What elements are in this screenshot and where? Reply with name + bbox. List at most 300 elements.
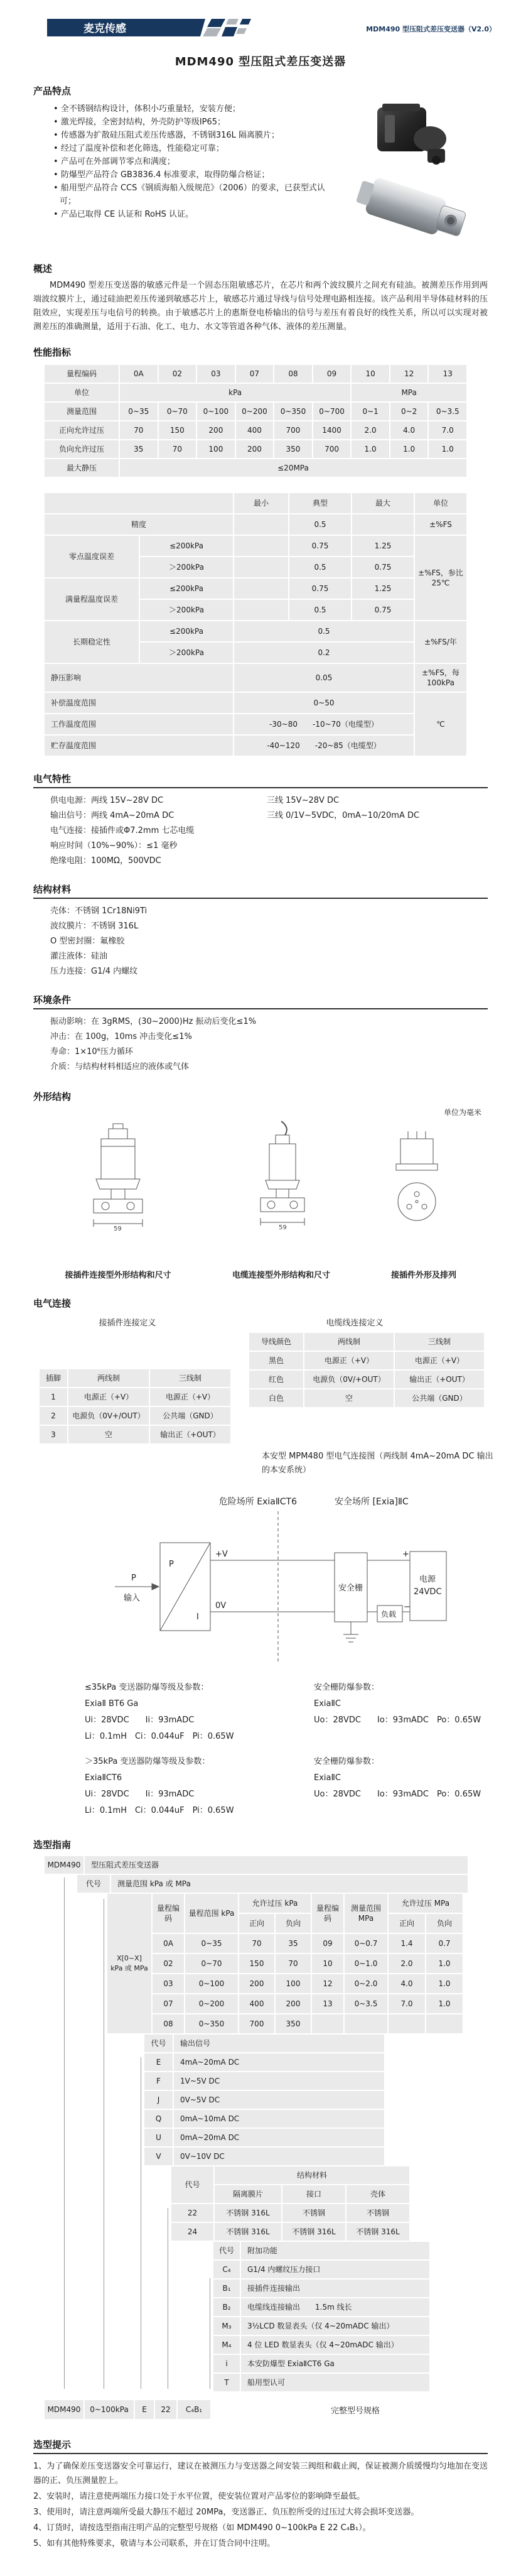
electrical-left: 绝缘电阻：100MΩ，500VDC xyxy=(50,856,161,866)
divider xyxy=(33,898,488,899)
cell: 07 xyxy=(153,1994,184,2013)
example-note: 完整型号规格 xyxy=(331,2406,380,2416)
header-cell: 输出信号 xyxy=(174,2035,384,2052)
output-code: Q xyxy=(144,2110,173,2128)
output-code: J xyxy=(144,2091,173,2109)
accuracy-label: 精度 xyxy=(45,514,233,535)
cond: ＞200kPa xyxy=(140,643,233,663)
zero-error-label: 零点温度误差 xyxy=(45,536,139,577)
page-title: MDM490 型压阻式差压变送器 xyxy=(175,55,346,68)
blank-cell xyxy=(234,514,288,535)
blank-cell xyxy=(234,600,288,620)
range-cell: 0~35 xyxy=(120,403,158,420)
row-label: 正向允许过压 xyxy=(45,421,119,439)
brand-logo xyxy=(47,19,264,36)
cell: 2.0 xyxy=(389,1954,425,1973)
tips-list xyxy=(33,2459,488,2551)
material-port: 不锈钢 316L xyxy=(282,2223,345,2241)
doc-reference: MDM490 型压阻式差压变送器（V2.0） xyxy=(366,25,496,33)
header-cell: 接口 xyxy=(282,2185,345,2203)
header-cell: 测量范围 MPa xyxy=(345,1894,387,1933)
max-static-row xyxy=(45,459,466,477)
range-selection-grid xyxy=(153,1894,463,2033)
ex-parameter-blocks xyxy=(33,1680,488,1819)
cell: 公共端（GND） xyxy=(150,1407,230,1425)
range-code-row xyxy=(45,365,466,383)
electrical-right: 三线 15V~28V DC xyxy=(267,796,340,805)
header-cell: 导线颜色 xyxy=(249,1333,303,1350)
safety-barrier-diagram xyxy=(71,1511,473,1668)
svg-text:59: 59 xyxy=(279,1224,287,1231)
header-cell: 三线制 xyxy=(150,1369,230,1387)
work-temp-label: 工作温度范围 xyxy=(45,714,233,734)
header-cell: 隔离膜片 xyxy=(215,2185,281,2203)
range-code-cell: 03 xyxy=(197,365,235,383)
section-heading-materials: 结构材料 xyxy=(33,884,72,895)
addon-desc: 船用型认可 xyxy=(241,2374,429,2391)
electrical-line xyxy=(33,839,488,854)
model-desc: 型压阻式差压变送器 xyxy=(85,1856,468,1874)
environment-line: 介质：与结构材料相适应的液体或气体 xyxy=(50,1062,190,1072)
tip-item: 3、使用时，请注意两端所受最大静压不超过 20MPa，变送器正、负压腔所受的过压过大将会损坏变送器。 xyxy=(33,2508,419,2517)
ex-line: ExiaⅡC xyxy=(314,1699,341,1709)
feature-item: • 全不锈钢结构设计，体积小巧重量轻，安装方便； xyxy=(33,102,328,116)
pos-cell: 400 xyxy=(236,421,274,439)
spec-blank-header xyxy=(45,493,233,513)
temp-range-unit: ℃ xyxy=(415,693,466,756)
section-heading-overview: 概述 xyxy=(33,263,53,274)
row-label: 测量范围 xyxy=(45,403,119,420)
material-diaphragm: 不锈钢 316L xyxy=(215,2223,281,2241)
cond: ≤200kPa xyxy=(140,621,233,641)
range-code-cell: 0A xyxy=(120,365,158,383)
cell: 0.7 xyxy=(426,1934,463,1953)
cell: 10 xyxy=(312,1954,343,1973)
electrical-left: 电气连接：接插件或Φ7.2mm 七芯电缆 xyxy=(50,826,195,835)
svg-text:电源: 电源 xyxy=(419,1575,436,1584)
header-cell: 允许过压 MPa xyxy=(389,1894,463,1913)
code-desc: 测量范围 kPa 或 MPa xyxy=(111,1875,468,1893)
electrical-line xyxy=(33,823,488,839)
stability-unit: ±%FS/年 xyxy=(415,621,466,663)
electrical-line xyxy=(33,793,488,808)
ex-line: ExiaⅡC xyxy=(314,1773,341,1783)
range-span-row xyxy=(45,403,466,420)
product-photo-steel-type xyxy=(347,177,473,252)
output-signal-table xyxy=(144,2035,484,2165)
section-heading-environment: 环境条件 xyxy=(33,994,72,1006)
comp-temp-label: 补偿温度范围 xyxy=(45,693,233,713)
addon-code: T xyxy=(213,2374,240,2391)
code-row xyxy=(77,1875,484,1893)
caption-plug-type: 接插件连接型外形结构和尺寸 xyxy=(65,1271,171,1280)
svg-text:I: I xyxy=(196,1612,199,1622)
range-cell: 0~350 xyxy=(274,403,312,420)
material-diaphragm: 不锈钢 316L xyxy=(215,2204,281,2222)
ex-right-title: 安全栅防爆参数： xyxy=(314,1757,380,1766)
section-heading-selection: 选型指南 xyxy=(33,1839,72,1850)
spec-table xyxy=(45,493,466,756)
material-port: 不锈钢 xyxy=(282,2204,345,2222)
col-typ: 典型 xyxy=(289,493,351,513)
material-housing: 不锈钢 xyxy=(346,2204,409,2222)
output-desc: 0mA~20mA DC xyxy=(174,2129,384,2146)
temp-error-unit: ±%FS，参比 25℃ xyxy=(415,536,466,620)
tip-item: 4、订货时，请按选型指南注明产品的完整型号规格（如 MDM490 0~100kPa E 22 C₄B₁）。 xyxy=(33,2523,371,2533)
cell: 7.0 xyxy=(389,1994,425,2013)
model-code: MDM490 xyxy=(45,1856,83,1874)
neg-cell: 700 xyxy=(313,440,351,458)
pos-cell: 4.0 xyxy=(390,421,428,439)
tip-item: 2、安装时，请注意使两端压力接口处于水平位置，使安装位置对产品零位的影响降至最低。 xyxy=(33,2492,365,2501)
neg-overpressure-row xyxy=(45,440,466,458)
value: 1.25 xyxy=(352,536,414,556)
ex-line: Uo：28VDC Io：93mADC Po：0.65W xyxy=(314,1715,481,1725)
blank-cell xyxy=(234,536,288,556)
header-cell: 量程编码 xyxy=(312,1894,343,1933)
plug-connection-table xyxy=(40,1369,232,1443)
cell: 02 xyxy=(153,1954,184,1973)
section-heading-electrical: 电气特性 xyxy=(33,773,72,785)
material-line: 压力连接：G1/4 内螺纹 xyxy=(50,967,138,976)
svg-text:P: P xyxy=(131,1573,136,1583)
cell: 0~35 xyxy=(185,1934,238,1953)
cell: 350 xyxy=(276,2014,311,2033)
cell: 电源正（+V） xyxy=(150,1388,230,1406)
range-code-cell: 09 xyxy=(313,365,351,383)
cell: 0~350 xyxy=(185,2014,238,2033)
cell: 0~1.0 xyxy=(345,1954,387,1973)
ex-line: Li：0.1mH Ci：0.044uF Pi：0.65W xyxy=(85,1806,234,1815)
header-cell: 代号 xyxy=(171,2166,213,2203)
cell: 0~70 xyxy=(185,1954,238,1973)
ex-line: Uo：28VDC Io：93mADC Po：0.65W xyxy=(314,1790,481,1799)
logo-flag-icon xyxy=(47,19,264,36)
stability-label: 长期稳定性 xyxy=(45,621,139,663)
environment-line: 寿命：1×10⁶压力循环 xyxy=(50,1047,133,1057)
addon-desc: 本安防爆型 ExiaⅡCT6 Ga xyxy=(241,2355,429,2372)
header-cell: 结构材料 xyxy=(215,2166,409,2184)
header-cell: 两线制 xyxy=(304,1333,394,1350)
cell: 35 xyxy=(276,1934,311,1953)
electrical-left: 供电电源：两线 15V~28V DC xyxy=(50,796,164,805)
electrical-left: 输出信号：两线 4mA~20mA DC xyxy=(50,811,175,820)
header-cell: 量程编码 xyxy=(153,1894,184,1933)
material-line: O 型密封圈：氟橡胶 xyxy=(50,937,125,946)
selection-table xyxy=(45,1856,484,2419)
cell: 0~200 xyxy=(185,1994,238,2013)
unit-note: 单位为毫米 xyxy=(443,1108,481,1117)
divider xyxy=(33,787,488,788)
cell: 0~3.5 xyxy=(345,1994,387,2013)
output-desc: 0V~10V DC xyxy=(174,2148,384,2165)
range-side-cell xyxy=(107,1894,151,2033)
section-heading-outline: 外形结构 xyxy=(33,1091,72,1102)
pos-cell: 1400 xyxy=(313,421,351,439)
cell: 空 xyxy=(68,1426,149,1443)
cell: 1.0 xyxy=(426,1994,463,2013)
overview-text: MDM490 型差压变送器的敏感元件是一个固态压阻敏感芯片，在芯片和两个波纹膜片之间充有硅油。被测差压作用到两端波纹膜片上，通过硅油把差压传递到敏感芯片上，敏感芯片通过导线与信号处理电路相连接。该产品利用半导体硅材料的压阻效应，实现差压与电信号的转换。由于敏感芯片上的惠斯登电桥输出的信号与差压有着良好的线性关系，所以可以实现对被测差压的准确测量，适用于石油、化工、电力、水文等管道各种气体、液体的差压测量。 xyxy=(33,281,488,332)
col-unit: 单位 xyxy=(415,493,466,513)
drawing-captions xyxy=(33,1268,488,1280)
range-code-cell: 10 xyxy=(352,365,389,383)
header-cell: 三线制 xyxy=(395,1333,484,1350)
cable-connection-table xyxy=(249,1333,485,1407)
span-error-label: 满量程温度误差 xyxy=(45,579,139,620)
addon-code: M₃ xyxy=(213,2317,240,2335)
cell: 2 xyxy=(40,1407,67,1425)
value: 0.5 xyxy=(289,600,351,620)
cond: ＞200kPa xyxy=(140,557,233,577)
feature-item: • 防爆型产品符合 GB3836.4 标准要求，取得防爆合格证； xyxy=(33,168,328,182)
ex-right-title: 安全栅防爆参数： xyxy=(314,1683,380,1692)
ex-left-column xyxy=(33,1680,314,1745)
output-desc: 0mA~10mA DC xyxy=(174,2110,384,2128)
cell: 红色 xyxy=(249,1371,303,1388)
row-label: 量程编码 xyxy=(45,365,119,383)
range-code-cell: 12 xyxy=(390,365,428,383)
svg-text:负载: 负载 xyxy=(381,1610,397,1619)
neg-cell: 350 xyxy=(274,440,312,458)
cell: 200 xyxy=(239,1974,274,1993)
addon-desc: 电缆线连接输出 1.5m 线长 xyxy=(241,2298,429,2316)
section-heading-features: 产品特点 xyxy=(33,85,72,97)
ex-line: Li：0.1mH Ci：0.044uF Pi：0.65W xyxy=(85,1732,234,1741)
header-cell: 壳体 xyxy=(346,2185,409,2203)
cell: 0A xyxy=(153,1934,184,1953)
addon-code: B₁ xyxy=(213,2280,240,2297)
header-cell: 量程范围 kPa xyxy=(185,1894,238,1933)
header-bar xyxy=(47,19,496,36)
example-addon: C₄B₁ xyxy=(178,2400,210,2419)
neg-cell: 1.0 xyxy=(390,440,428,458)
addon-code: C₄ xyxy=(213,2261,240,2278)
header-cell: 插脚 xyxy=(40,1369,67,1387)
value: 0.2 xyxy=(234,643,414,663)
header-cell: 两线制 xyxy=(68,1369,149,1387)
blank-cell xyxy=(234,557,288,577)
material-code: 24 xyxy=(171,2223,213,2241)
cell: 空 xyxy=(304,1389,394,1407)
product-photo-plug-type xyxy=(353,102,466,170)
ex-block xyxy=(33,1754,488,1819)
feature-item: • 产品已取得 CE 认证和 RoHS 认证。 xyxy=(33,208,328,221)
static-effect-label: 静压影响 xyxy=(45,664,233,692)
ex-left-title: ＞35kPa 变送器防爆等级及参数： xyxy=(85,1757,210,1766)
pos-cell: 700 xyxy=(274,421,312,439)
pos-cell: 2.0 xyxy=(352,421,389,439)
cell: 输出正（+OUT） xyxy=(150,1426,230,1443)
cell: 电源正（+V） xyxy=(304,1352,394,1369)
range-code-cell: 08 xyxy=(274,365,312,383)
electrical-line xyxy=(33,808,488,823)
value: 0.5 xyxy=(234,621,414,641)
model-row xyxy=(45,1856,484,1874)
feature-item: • 激光焊接，全密封结构，外壳防护等级IP65； xyxy=(33,116,328,129)
pos-overpressure-row xyxy=(45,421,466,439)
ex-line: ExiaⅡ BT6 Ga xyxy=(85,1699,139,1709)
electrical-left: 响应时间（10%~90%）：≤1 毫秒 xyxy=(50,841,178,851)
example-material: 22 xyxy=(155,2400,176,2419)
cell: 0~0.7 xyxy=(345,1934,387,1953)
section-heading-tips: 选型提示 xyxy=(33,2439,72,2450)
pos-cell: 7.0 xyxy=(429,421,466,439)
material-line: 波纹膜片：不锈钢 316L xyxy=(50,921,139,931)
cell: 0~2.0 xyxy=(345,1974,387,1993)
cell: 黑色 xyxy=(249,1352,303,1369)
svg-text:−: − xyxy=(404,1602,411,1612)
header-cell: 代号 xyxy=(213,2242,240,2259)
divider xyxy=(33,1008,488,1009)
feature-item: • 经过了温度补偿和老化筛选，性能稳定可靠； xyxy=(33,142,328,155)
addon-desc: 3½LCD 数显表头（仅 4~20mADC 输出） xyxy=(241,2317,429,2335)
range-side-line1: X[0~X] xyxy=(117,1954,142,1962)
addon-code: i xyxy=(213,2355,240,2372)
electrical-line xyxy=(33,854,488,869)
connector-line xyxy=(64,1878,65,2389)
output-code: U xyxy=(144,2129,173,2146)
header-cell: 正向 xyxy=(389,1914,425,1933)
material-selection-table xyxy=(171,2166,484,2241)
output-code: E xyxy=(144,2053,173,2071)
pos-cell: 70 xyxy=(120,421,158,439)
unit-kpa: kPa xyxy=(120,384,350,401)
cell: 700 xyxy=(239,2014,274,2033)
overview-paragraph xyxy=(33,279,488,334)
ex-left-title: ≤35kPa 变送器防爆等级及参数： xyxy=(85,1683,209,1692)
blank-cell xyxy=(352,514,414,535)
max-static-value: ≤20MPa xyxy=(120,459,466,477)
header-cell: 负向 xyxy=(276,1914,311,1933)
environment-line: 振动影响：在 3gRMS，(30~2000)Hz 振动后变化≤1% xyxy=(50,1017,257,1026)
datasheet-page xyxy=(0,19,521,2576)
material-line: 灌注液体：硅油 xyxy=(50,952,108,961)
range-cell: 0~70 xyxy=(159,403,196,420)
intrinsic-safety-note: 本安型 MPM480 型电气连接图（两线制 4mA~20mA DC 输出的本安系统） xyxy=(262,1452,493,1475)
code-label: 代号 xyxy=(77,1875,110,1893)
range-cell: 0~700 xyxy=(313,403,351,420)
range-cell: 0~1 xyxy=(352,403,389,420)
example-row xyxy=(45,2400,484,2419)
row-label: 单位 xyxy=(45,384,119,401)
pos-cell: 150 xyxy=(159,421,196,439)
electrical-lines xyxy=(33,793,488,869)
row-label: 最大静压 xyxy=(45,459,119,477)
col-max: 最大 xyxy=(352,493,414,513)
svg-text:+: + xyxy=(402,1550,409,1559)
outline-drawings xyxy=(33,1120,488,1267)
outline-drawing-set xyxy=(33,1120,488,1264)
cell: 电源正（+V） xyxy=(68,1388,149,1406)
section-heading-performance: 性能指标 xyxy=(33,347,72,358)
unit-mpa: MPa xyxy=(352,384,466,401)
cell: 电源负（0V/+OUT） xyxy=(304,1371,394,1388)
cell: 70 xyxy=(239,1934,274,1953)
feature-item: • 产品可在外部调节零点和满度； xyxy=(33,155,328,168)
cell: 公共端（GND） xyxy=(395,1389,484,1407)
cell: 12 xyxy=(312,1974,343,1993)
ex-line: Ui：28VDC Ii：93mADC xyxy=(85,1715,195,1725)
value: 0.75 xyxy=(289,536,351,556)
cell: 1.0 xyxy=(426,1974,463,1993)
cell: 09 xyxy=(312,1934,343,1953)
svg-text:P: P xyxy=(169,1560,174,1569)
neg-cell: 100 xyxy=(197,440,235,458)
material-line: 壳体：不锈钢 1Cr18Ni9Ti xyxy=(50,906,148,916)
ex-right-column xyxy=(314,1754,488,1819)
value: 0.75 xyxy=(352,557,414,577)
range-code-cell: 13 xyxy=(429,365,466,383)
header-cell: 负向 xyxy=(426,1914,463,1933)
section-heading-connection: 电气连接 xyxy=(33,1298,72,1309)
range-cell: 0~3.5 xyxy=(429,403,466,420)
neg-cell: 70 xyxy=(159,440,196,458)
cell: 70 xyxy=(276,1954,311,1973)
cell: 白色 xyxy=(249,1389,303,1407)
output-code: F xyxy=(144,2072,173,2090)
caption-cable-type: 电缆连接型外形结构和尺寸 xyxy=(232,1271,330,1280)
cond: ≤200kPa xyxy=(140,536,233,556)
feature-item: • 船用型产品符合 CCS《钢质海船入级规范》（2006）的要求，已获型式认可； xyxy=(33,182,328,208)
example-range: 0~100kPa xyxy=(85,2400,134,2419)
header-cell: 正向 xyxy=(239,1914,274,1933)
accuracy-unit: ±%FS xyxy=(415,514,466,535)
header-cell: 允许过压 kPa xyxy=(239,1894,311,1913)
cell: 200 xyxy=(276,1994,311,2013)
cell xyxy=(426,2014,463,2033)
cell xyxy=(312,2014,343,2033)
addon-desc: 4 位 LED 数显表头（仅 4~20mADC 输出） xyxy=(241,2336,429,2354)
cell: 0~100 xyxy=(185,1974,238,1993)
ex-left-column xyxy=(33,1754,314,1819)
neg-cell: 1.0 xyxy=(352,440,389,458)
value: 0.75 xyxy=(352,600,414,620)
cell xyxy=(389,2014,425,2033)
cond: ≤200kPa xyxy=(140,579,233,599)
ex-line: ExiaⅡCT6 xyxy=(85,1773,122,1783)
cell xyxy=(345,2014,387,2033)
cond: ＞200kPa xyxy=(140,600,233,620)
range-side-line2: kPa 或 MPa xyxy=(110,1964,148,1972)
cell: 输出正（+OUT） xyxy=(395,1371,484,1388)
zone-hazardous: 危险场所 ExiaⅡCT6 xyxy=(218,1497,297,1507)
svg-text:59: 59 xyxy=(114,1226,122,1232)
cell: 13 xyxy=(312,1994,343,2013)
col-min: 最小 xyxy=(234,493,288,513)
addon-table xyxy=(213,2242,484,2391)
tip-item: 5、如有其他特殊要求，敬请与本公司联系，并在订货合同中注明。 xyxy=(33,2539,276,2548)
output-desc: 0V~5V DC xyxy=(174,2091,384,2109)
cell: 4.0 xyxy=(389,1974,425,1993)
range-cell: 0~100 xyxy=(197,403,235,420)
storage-temp-label: 贮存温度范围 xyxy=(45,736,233,756)
value: 0~50 xyxy=(234,693,414,713)
svg-text:输入: 输入 xyxy=(124,1594,141,1603)
caption-connector: 接插件外形及排列 xyxy=(390,1271,456,1280)
cell: 08 xyxy=(153,2014,184,2033)
material-housing: 不锈钢 316L xyxy=(346,2223,409,2241)
range-table xyxy=(45,365,466,477)
range-code-cell: 02 xyxy=(159,365,196,383)
cell: 3 xyxy=(40,1426,67,1443)
cell: 1 xyxy=(40,1388,67,1406)
range-unit-row xyxy=(45,384,466,401)
range-selection-block xyxy=(107,1894,484,2033)
ex-block xyxy=(33,1680,488,1745)
svg-text:安全栅: 安全栅 xyxy=(338,1584,363,1593)
cell: 100 xyxy=(276,1974,311,1993)
feature-list xyxy=(33,102,328,252)
